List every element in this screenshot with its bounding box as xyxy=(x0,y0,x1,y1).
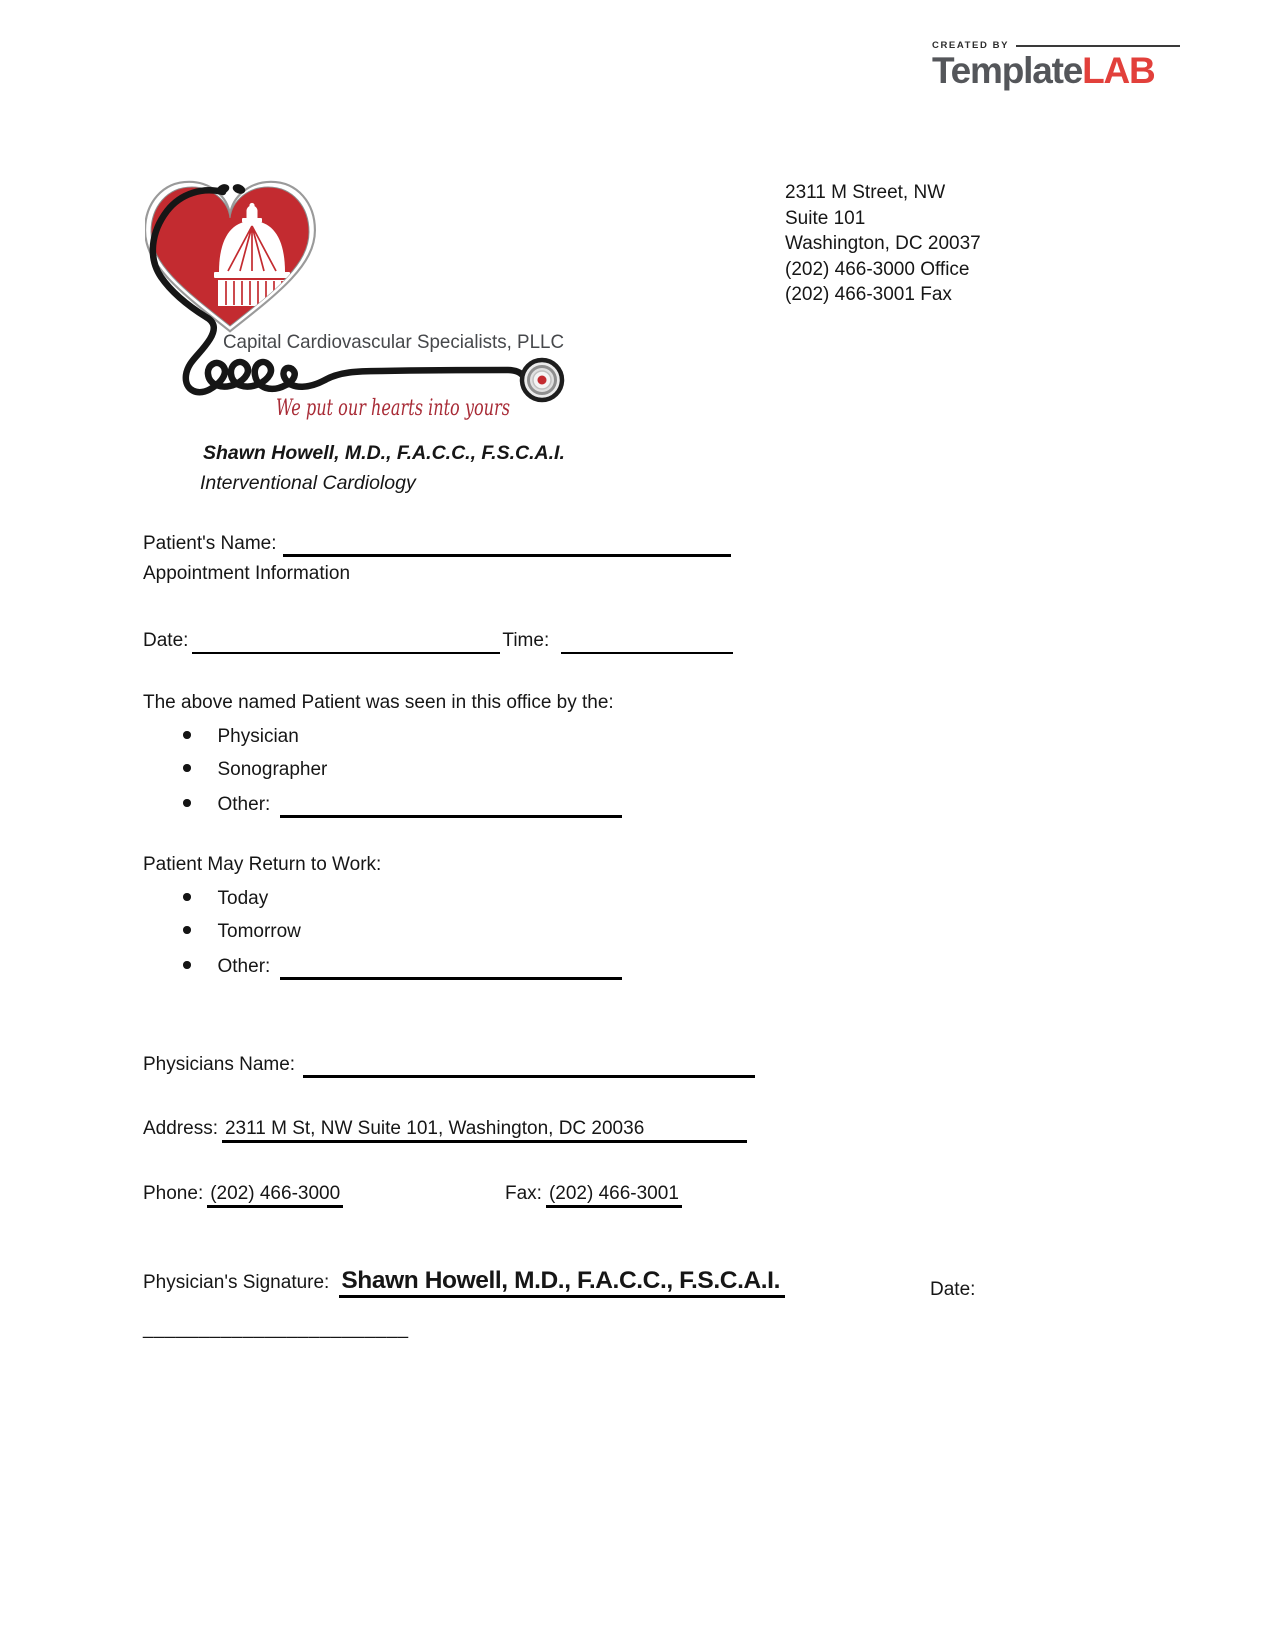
fax-label: Fax: xyxy=(505,1183,542,1204)
signature-blank-line[interactable]: ________________________ xyxy=(143,1318,409,1339)
return-to-work-option-tomorrow: Tomorrow xyxy=(217,921,301,942)
seen-by-option-other: Other: xyxy=(217,794,271,815)
return-to-work-option-other-row xyxy=(143,952,622,980)
date-field[interactable] xyxy=(192,627,500,654)
templatelab-logo xyxy=(932,51,1180,92)
bullet-icon xyxy=(183,926,191,934)
templatelab-watermark[interactable] xyxy=(932,40,1180,92)
bullet-icon xyxy=(183,764,191,772)
clinic-address-block xyxy=(785,180,981,308)
physician-signature: Shawn Howell, M.D., F.A.C.C., F.S.C.A.I. xyxy=(339,1267,785,1298)
signature-row xyxy=(143,1268,785,1296)
seen-by-intro: The above named Patient was seen in this office by the: xyxy=(143,692,614,713)
seen-by-option-physician: Physician xyxy=(217,726,299,747)
seen-by-option-sonographer-row xyxy=(143,757,327,783)
return-to-work-option-today: Today xyxy=(217,888,269,909)
seen-by-other-field[interactable] xyxy=(280,790,622,818)
address-line-city: Washington, DC 20037 xyxy=(785,233,981,254)
patient-name-field[interactable] xyxy=(283,529,731,557)
templatelab-logo-lab-text: LAB xyxy=(1082,50,1155,91)
office-address-row xyxy=(143,1115,747,1143)
office-address-label: Address: xyxy=(143,1118,218,1139)
stethoscope-chestpiece-icon xyxy=(522,360,562,400)
bullet-icon xyxy=(183,961,191,969)
time-label: Time: xyxy=(502,630,550,651)
bullet-icon xyxy=(183,893,191,901)
return-to-work-option-today-row xyxy=(143,886,268,912)
signature-label: Physician's Signature: xyxy=(143,1272,330,1293)
return-to-work-option-other: Other: xyxy=(217,956,271,977)
return-to-work-intro: Patient May Return to Work: xyxy=(143,854,382,875)
appointment-info-heading: Appointment Information xyxy=(143,563,351,584)
templatelab-logo-template-text: Template xyxy=(932,50,1083,91)
return-to-work-option-tomorrow-row xyxy=(143,919,301,945)
address-line-street: 2311 M Street, NW xyxy=(785,182,946,203)
fax-value: (202) 466-3001 xyxy=(546,1183,682,1208)
address-line-fax: (202) 466-3001 Fax xyxy=(785,284,952,305)
fax-row xyxy=(505,1181,682,1207)
time-field[interactable] xyxy=(561,627,733,654)
phone-label: Phone: xyxy=(143,1183,204,1204)
patient-name-label: Patient's Name: xyxy=(143,533,277,554)
signature-date-row xyxy=(930,1277,975,1303)
address-line-suite: Suite 101 xyxy=(785,207,866,229)
office-address-field-extension[interactable] xyxy=(647,1115,747,1143)
seen-by-option-other-row xyxy=(143,790,622,818)
physician-name-header: Shawn Howell, M.D., F.A.C.C., F.S.C.A.I. xyxy=(203,442,565,464)
return-to-work-other-field[interactable] xyxy=(280,952,622,980)
clinic-name: Capital Cardiovascular Specialists, PLLC xyxy=(223,331,564,353)
seen-by-option-physician-row xyxy=(143,724,299,750)
phone-value: (202) 466-3000 xyxy=(207,1183,343,1208)
clinic-logo xyxy=(145,176,580,426)
date-label: Date: xyxy=(143,630,189,651)
office-address-value: 2311 M St, NW Suite 101, Washington, DC 20036 xyxy=(222,1118,647,1143)
bullet-icon xyxy=(183,731,191,739)
physicians-name-field[interactable] xyxy=(303,1050,755,1078)
phone-row xyxy=(143,1181,343,1207)
address-line-office-phone: (202) 466-3000 Office xyxy=(785,258,970,280)
date-time-row xyxy=(143,627,733,654)
patient-name-row xyxy=(143,529,731,557)
physicians-name-row xyxy=(143,1050,755,1078)
bullet-icon xyxy=(183,799,191,807)
physicians-name-label: Physicians Name: xyxy=(143,1054,296,1075)
seen-by-option-sonographer: Sonographer xyxy=(217,759,328,780)
physician-specialty: Interventional Cardiology xyxy=(200,472,416,494)
created-by-label: CREATED BY xyxy=(932,40,1180,51)
signature-date-label: Date: xyxy=(930,1279,976,1300)
clinic-tagline: We put our hearts into yours xyxy=(276,396,510,421)
